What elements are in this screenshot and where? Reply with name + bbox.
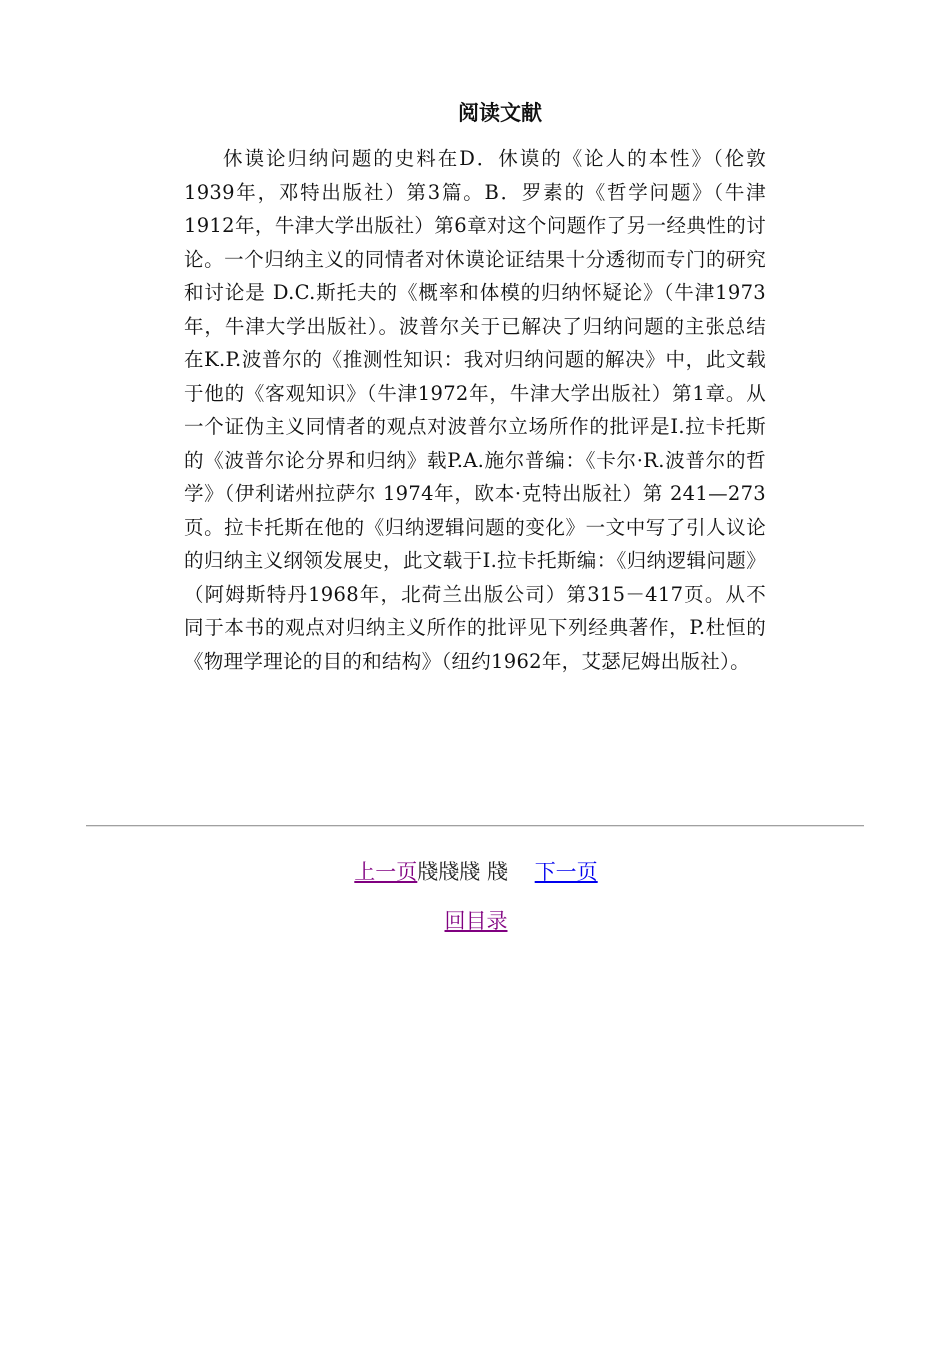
prev-page-link[interactable]: 上一页 bbox=[354, 860, 418, 884]
nav-filler-text: 牋牋牋 牋 bbox=[417, 860, 508, 884]
table-of-contents-link[interactable]: 回目录 bbox=[444, 909, 508, 933]
horizontal-divider bbox=[86, 825, 864, 827]
page-title: 阅读文献 bbox=[458, 100, 542, 125]
page-navigation bbox=[0, 855, 952, 889]
body-paragraph: 休谟论归纳问题的史料在D．休谟的《论人的本性》（伦敦 1939年，邓特出版社）第3篇。B．罗素的《哲学问题》（牛津1912年，牛津大学出版社）第6章对这个问题作了另一经典性的讨论。一个归纳主义的同情者对休谟论证结果十分透彻而专门的研究和讨论是 D.C.斯托夫的《概率和体模的归纳怀疑论》（牛津1973年，牛津大学出版社）。波普尔关于已解决了归纳问题的主张总结在K.P.波普尔的《推测性知识：我对归纳问题的解决》中，此文载于他的《客观知识》（牛津1972年，牛津大学出版社）第1章。从一个证伪主义同情者的观点对波普尔立场所作的批评是I.拉卡托斯的《波普尔论分界和归纳》载P.A.施尔普编：《卡尔·R.波普尔的哲学》（伊利诺州拉萨尔 1974年，欧本·克特出版社）第 241—273页。拉卡托斯在他的《归纳逻辑问题的变化》一文中写了引人议论的归纳主义纲领发展史，此文载于I.拉卡托斯编：《归纳逻辑问题》（阿姆斯特丹1968年，北荷兰出版公司）第315－417页。从不同于本书的观点对归纳主义所作的批评见下列经典著作，P.杜恒的《物理学理论的目的和结构》（纽约1962年，艾瑟尼姆出版社）。 bbox=[184, 147, 766, 673]
next-page-link[interactable]: 下一页 bbox=[534, 860, 598, 884]
toc-navigation bbox=[0, 904, 952, 938]
